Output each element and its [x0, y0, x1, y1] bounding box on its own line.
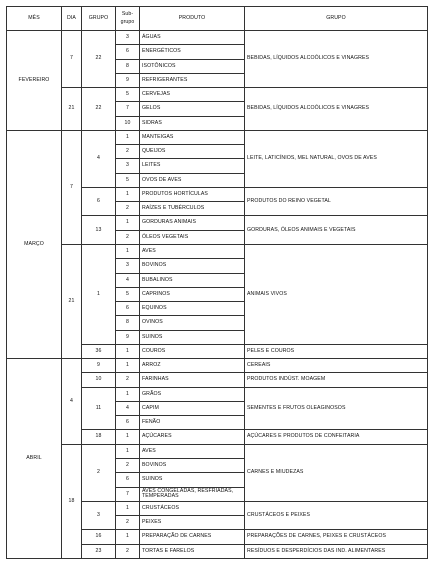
- day-cell: 7: [62, 31, 82, 88]
- group-cell: 16: [82, 530, 116, 544]
- product-cell: AÇÚCARES: [140, 430, 245, 444]
- subgroup-cell: 2: [116, 145, 140, 159]
- product-cell: PRODUTOS HORTÍCULAS: [140, 187, 245, 201]
- group-desc-cell: PRODUTOS INDÚST. MOAGEM: [245, 373, 428, 387]
- subgroup-cell: 7: [116, 487, 140, 501]
- subgroup-cell: 4: [116, 401, 140, 415]
- product-cell: COUROS: [140, 344, 245, 358]
- col-header-mes: MÊS: [7, 7, 62, 31]
- day-cell: 18: [62, 444, 82, 558]
- group-cell: 6: [82, 187, 116, 216]
- table-row: [7, 31, 428, 45]
- group-cell: 18: [82, 430, 116, 444]
- product-cell: ARROZ: [140, 359, 245, 373]
- product-cell: FENÃO: [140, 416, 245, 430]
- group-desc-cell: RESÍDUOS E DESPERDÍCIOS DAS IND. ALIMENTARES: [245, 544, 428, 558]
- product-cell: LEITES: [140, 159, 245, 173]
- subgroup-cell: 4: [116, 273, 140, 287]
- subgroup-cell: 9: [116, 73, 140, 87]
- col-header-dia: DIA: [62, 7, 82, 31]
- subgroup-cell: 6: [116, 45, 140, 59]
- header-row: [7, 7, 428, 31]
- product-cell: ISOTÔNICOS: [140, 59, 245, 73]
- group-cell: 11: [82, 387, 116, 430]
- subgroup-cell: 1: [116, 444, 140, 458]
- subgroup-cell: 3: [116, 259, 140, 273]
- subgroup-cell: 1: [116, 187, 140, 201]
- subgroup-cell: 5: [116, 287, 140, 301]
- schedule-table: [6, 6, 428, 559]
- subgroup-cell: 8: [116, 316, 140, 330]
- group-desc-cell: PREPARAÇÕES DE CARNES, PEIXES E CRUSTÁCEOS: [245, 530, 428, 544]
- group-cell: 23: [82, 544, 116, 558]
- subgroup-cell: 5: [116, 173, 140, 187]
- group-desc-cell: BEBIDAS, LÍQUIDOS ALCOÓLICOS E VINAGRES: [245, 88, 428, 131]
- col-header-grupo: GRUPO: [82, 7, 116, 31]
- group-desc-cell: AÇÚCARES E PRODUTOS DE CONFEITARIA: [245, 430, 428, 444]
- group-cell: 13: [82, 216, 116, 245]
- table-row: [7, 130, 428, 144]
- subgroup-cell: 1: [116, 344, 140, 358]
- group-desc-cell: SEMENTES E FRUTOS OLEAGINOSOS: [245, 387, 428, 430]
- day-cell: 7: [62, 130, 82, 244]
- subgroup-cell: 2: [116, 516, 140, 530]
- subgroup-cell: 2: [116, 544, 140, 558]
- subgroup-cell: 1: [116, 216, 140, 230]
- product-cell: CERVEJAS: [140, 88, 245, 102]
- group-cell: 4: [82, 130, 116, 187]
- group-desc-cell: ANIMAIS VIVOS: [245, 244, 428, 344]
- product-cell: GORDURAS ANIMAIS: [140, 216, 245, 230]
- group-desc-cell: PELES E COUROS: [245, 344, 428, 358]
- product-cell: AVES: [140, 444, 245, 458]
- group-desc-cell: LEITE, LATICÍNIOS, MEL NATURAL, OVOS DE AVES: [245, 130, 428, 187]
- month-cell: FEVEREIRO: [7, 31, 62, 131]
- month-cell: MARÇO: [7, 130, 62, 358]
- product-cell: CAPIM: [140, 401, 245, 415]
- table-row: [7, 244, 428, 258]
- product-cell: TORTAS E FARELOS: [140, 544, 245, 558]
- group-desc-cell: CARNES E MIUDEZAS: [245, 444, 428, 501]
- product-cell: PEIXES: [140, 516, 245, 530]
- subgroup-cell: 2: [116, 373, 140, 387]
- product-cell: OVOS DE AVES: [140, 173, 245, 187]
- product-cell: BUBALINOS: [140, 273, 245, 287]
- group-desc-cell: GORDURAS, ÓLEOS ANIMAIS E VEGETAIS: [245, 216, 428, 245]
- product-cell: AVES CONGELADAS, RESFRIADAS, TEMPERADAS: [140, 487, 245, 501]
- group-cell: 22: [82, 88, 116, 131]
- subgroup-cell: 1: [116, 387, 140, 401]
- table-row: [7, 359, 428, 373]
- day-cell: 21: [62, 244, 82, 358]
- subgroup-cell: 2: [116, 202, 140, 216]
- group-cell: 36: [82, 344, 116, 358]
- day-cell: 21: [62, 88, 82, 131]
- subgroup-cell: 1: [116, 530, 140, 544]
- table-row: [7, 88, 428, 102]
- product-cell: CAPRINOS: [140, 287, 245, 301]
- subgroup-cell: 1: [116, 359, 140, 373]
- product-cell: SIDRAS: [140, 116, 245, 130]
- subgroup-cell: 7: [116, 102, 140, 116]
- product-cell: CRUSTÁCEOS: [140, 501, 245, 515]
- product-cell: PREPARAÇÃO DE CARNES: [140, 530, 245, 544]
- group-desc-cell: BEBIDAS, LÍQUIDOS ALCOÓLICOS E VINAGRES: [245, 31, 428, 88]
- subgroup-cell: 6: [116, 302, 140, 316]
- group-cell: 9: [82, 359, 116, 373]
- product-cell: OVINOS: [140, 316, 245, 330]
- col-header-produto: PRODUTO: [140, 7, 245, 31]
- group-cell: 10: [82, 373, 116, 387]
- subgroup-cell: 1: [116, 430, 140, 444]
- product-cell: AVES: [140, 244, 245, 258]
- subgroup-cell: 3: [116, 31, 140, 45]
- group-desc-cell: PRODUTOS DO REINO VEGETAL: [245, 187, 428, 216]
- subgroup-cell: 2: [116, 458, 140, 472]
- product-cell: ÓLEOS VEGETAIS: [140, 230, 245, 244]
- group-cell: 3: [82, 501, 116, 530]
- product-cell: EQUINOS: [140, 302, 245, 316]
- product-cell: SUINOS: [140, 473, 245, 487]
- col-header-subgrupo: Sub-grupo: [116, 7, 140, 31]
- product-cell: GRÃOS: [140, 387, 245, 401]
- product-cell: SUINOS: [140, 330, 245, 344]
- group-desc-cell: CEREAIS: [245, 359, 428, 373]
- product-cell: BOVINOS: [140, 458, 245, 472]
- subgroup-cell: 1: [116, 501, 140, 515]
- group-cell: 1: [82, 244, 116, 344]
- group-desc-cell: CRUSTÁCEOS E PEIXES: [245, 501, 428, 530]
- product-cell: MANTEIGAS: [140, 130, 245, 144]
- table-row: [7, 444, 428, 458]
- group-cell: 2: [82, 444, 116, 501]
- subgroup-cell: 10: [116, 116, 140, 130]
- day-cell: 4: [62, 359, 82, 445]
- subgroup-cell: 1: [116, 130, 140, 144]
- product-cell: ENERGÉTICOS: [140, 45, 245, 59]
- month-cell: ABRIL: [7, 359, 62, 559]
- subgroup-cell: 5: [116, 88, 140, 102]
- product-cell: GELOS: [140, 102, 245, 116]
- subgroup-cell: 3: [116, 159, 140, 173]
- col-header-grupo-desc: GRUPO: [245, 7, 428, 31]
- subgroup-cell: 2: [116, 230, 140, 244]
- product-cell: REFRIGERANTES: [140, 73, 245, 87]
- subgroup-cell: 9: [116, 330, 140, 344]
- product-cell: RAÍZES E TUBÉRCULOS: [140, 202, 245, 216]
- subgroup-cell: 1: [116, 244, 140, 258]
- subgroup-cell: 6: [116, 416, 140, 430]
- product-cell: QUEIJOS: [140, 145, 245, 159]
- product-cell: FARINHAS: [140, 373, 245, 387]
- subgroup-cell: 8: [116, 59, 140, 73]
- product-cell: BOVINOS: [140, 259, 245, 273]
- product-cell: ÁGUAS: [140, 31, 245, 45]
- group-cell: 22: [82, 31, 116, 88]
- subgroup-cell: 6: [116, 473, 140, 487]
